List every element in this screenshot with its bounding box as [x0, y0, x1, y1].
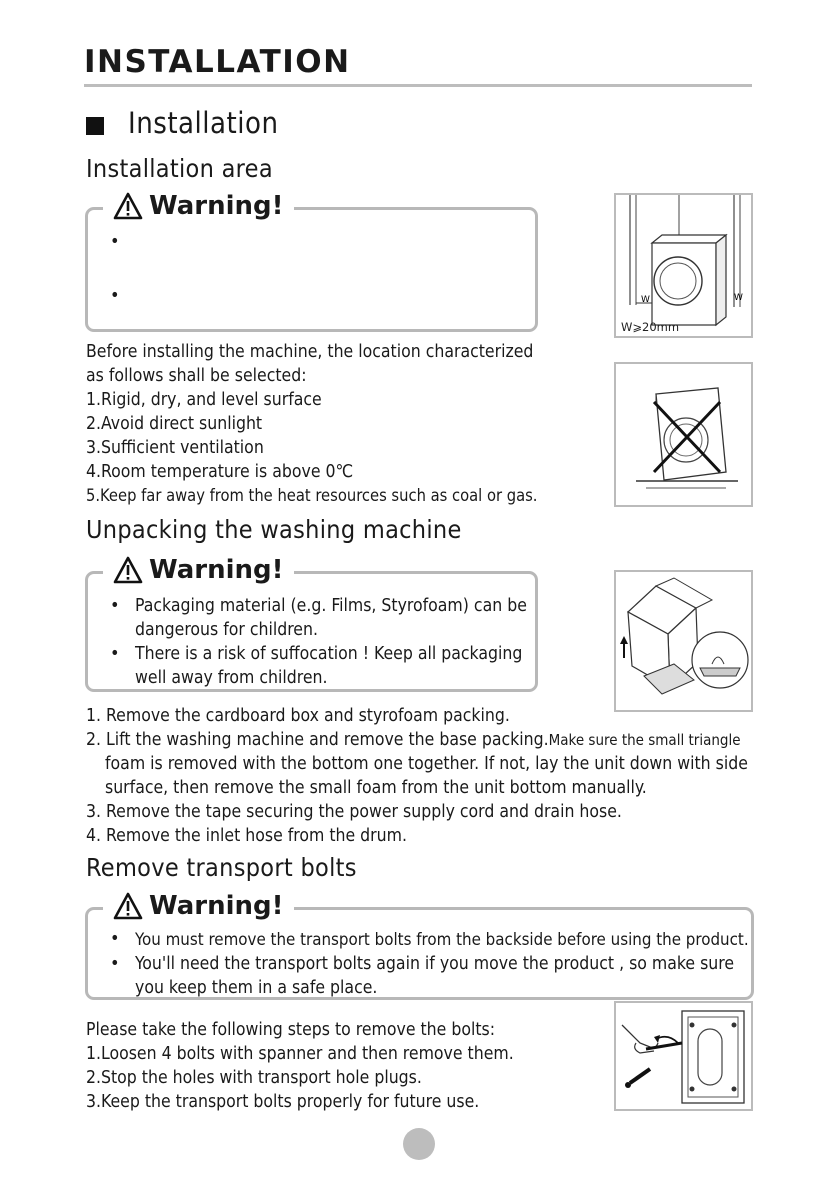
step-item: 2. Lift the washing machine and remove the base packing.Make sure the small triangle: [86, 730, 741, 750]
step-item: 3.Sufficient ventilation: [86, 438, 264, 458]
step-item: 4. Remove the inlet hose from the drum.: [86, 826, 407, 846]
list-item: • There is a risk of suffocation ! Keep all packaging well away from children.: [110, 643, 523, 688]
not-level-figure: [614, 362, 753, 507]
step-item-cont: surface, then remove the small foam from the unit bottom manually.: [105, 778, 647, 798]
section-title: Installation: [128, 106, 279, 140]
step-item: 3. Remove the tape securing the power supply cord and drain hose.: [86, 802, 622, 822]
step-item: 2.Stop the holes with transport hole plugs.: [86, 1068, 422, 1088]
w-label-right: W: [734, 293, 743, 303]
transport-bolts-steps: [86, 1018, 514, 1114]
list-item: • You'll need the transport bolts again if you move the product , so make sure you keep them in a safe place.: [110, 953, 735, 998]
step-item: 4.Room temperature is above 0℃: [86, 462, 354, 482]
step-item: 1.Rigid, dry, and level surface: [86, 390, 322, 410]
intro-line: Please take the following steps to remove the bolts:: [86, 1020, 496, 1040]
page-header-title: INSTALLATION: [84, 44, 351, 80]
transport-bolts-figure: [614, 1001, 753, 1111]
w-label-left: W: [641, 295, 650, 305]
installation-area-text: [86, 340, 537, 508]
intro-line: as follows shall be selected:: [86, 366, 307, 386]
step-item: 3.Keep the transport bolts properly for future use.: [86, 1092, 480, 1112]
warning-title-unpacking: [103, 555, 294, 585]
warning-label: Warning!: [149, 191, 284, 221]
warning-triangle-icon: [113, 192, 143, 220]
clearance-label: W⩾20mm: [621, 320, 680, 334]
page-number-marker: [403, 1128, 435, 1160]
list-item: • You must remove the transport bolts from the backside before using the product.: [110, 928, 749, 949]
header-rule: [84, 84, 752, 87]
step-item: 5.Keep far away from the heat resources such as coal or gas.: [86, 486, 538, 505]
unpacking-title: Unpacking the washing machine: [86, 515, 462, 544]
transport-bolts-title: Remove transport bolts: [86, 853, 357, 882]
step-item: 1.Loosen 4 bolts with spanner and then remove them.: [86, 1044, 514, 1064]
section-square-icon: [86, 117, 104, 135]
warning-title-area: [103, 191, 294, 221]
list-item: •: [110, 231, 120, 252]
unpacking-figure: [614, 570, 753, 712]
installation-area-title: Installation area: [86, 154, 273, 183]
warning-box-unpacking: [85, 571, 538, 692]
warning-title-bolts: [103, 891, 294, 921]
step-item: 1. Remove the cardboard box and styrofoam packing.: [86, 706, 510, 726]
warning-label: Warning!: [149, 555, 284, 585]
warning-label: Warning!: [149, 891, 284, 921]
intro-line: Before installing the machine, the location characterized: [86, 342, 534, 362]
step-item: 2.Avoid direct sunlight: [86, 414, 263, 434]
unpacking-steps: [86, 704, 776, 848]
warning-triangle-icon: [113, 556, 143, 584]
warning-triangle-icon: [113, 892, 143, 920]
list-item: • Packaging material (e.g. Films, Styrofoam) can be dangerous for children.: [110, 595, 527, 640]
warning-box-area: • •: [85, 207, 538, 332]
step-item-cont: foam is removed with the bottom one together. If not, lay the unit down with side: [105, 754, 748, 774]
clearance-figure: [614, 193, 753, 338]
